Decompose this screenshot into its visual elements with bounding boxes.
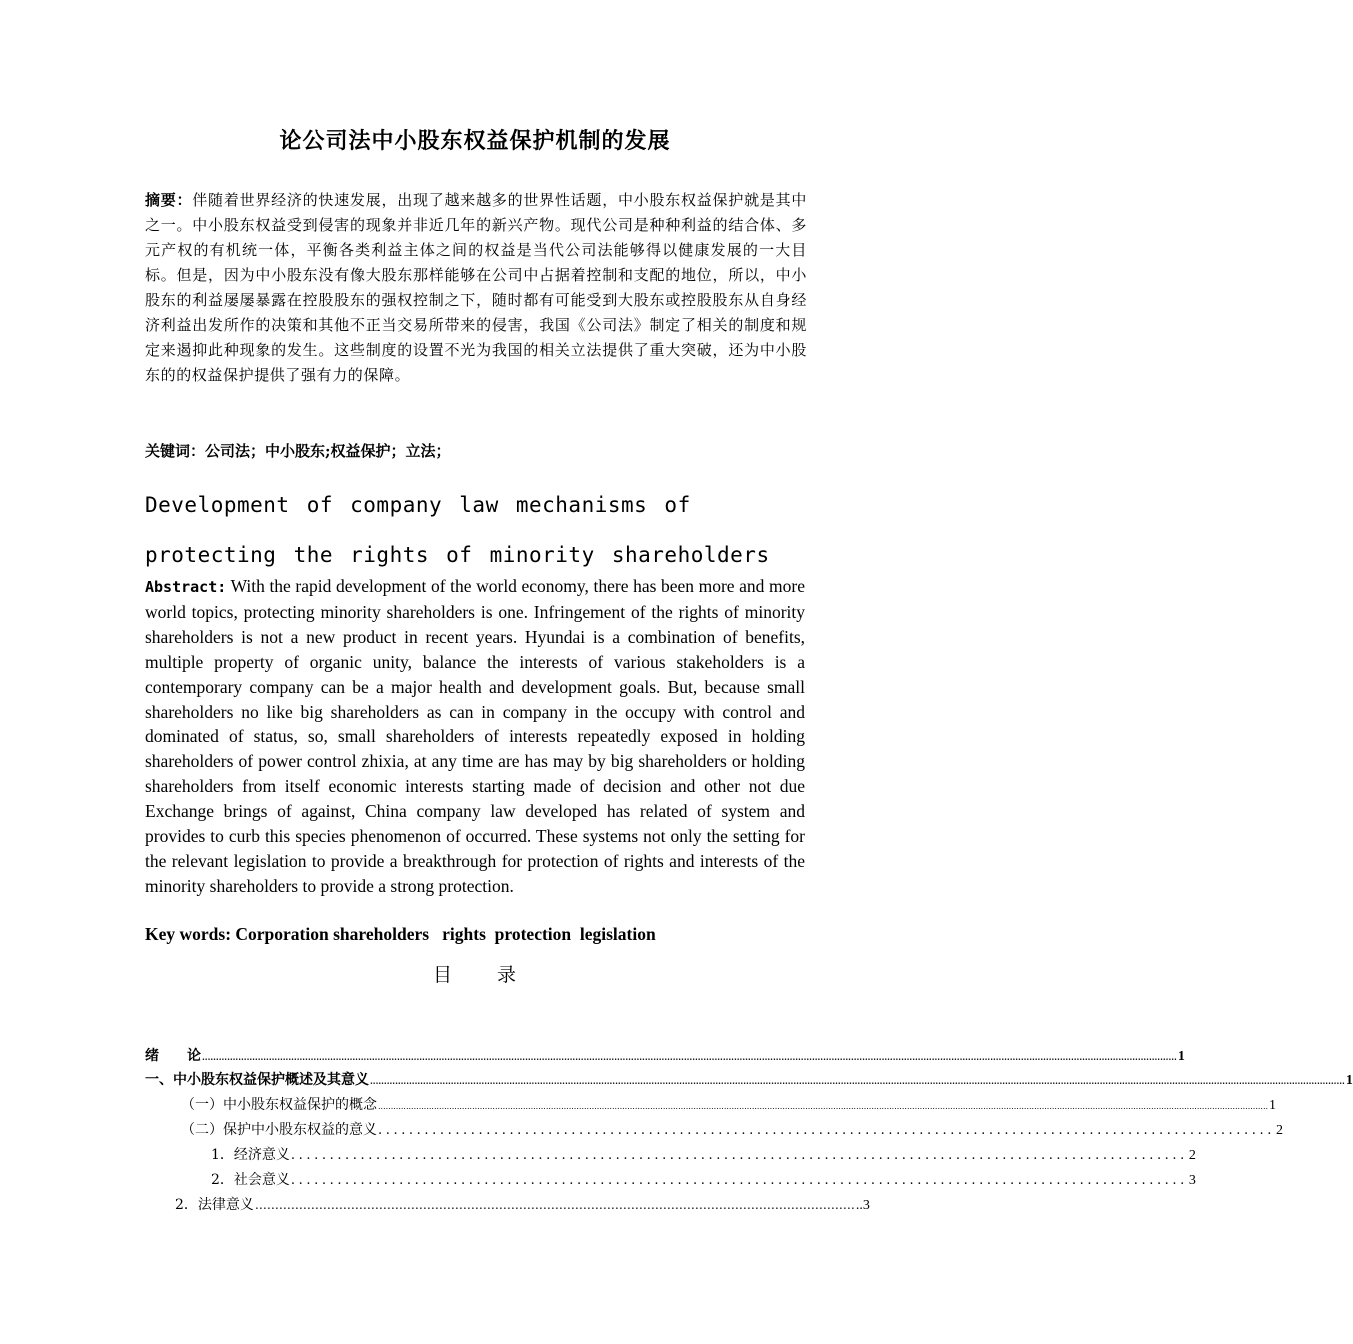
toc-title: [0, 960, 950, 987]
toc-entry-label: 一、中小股东权益保护概述及其意义: [145, 1072, 369, 1088]
toc-entry[interactable]: [211, 1143, 1196, 1167]
toc-leader: ..............................................................................................................................................................................................................................................................................................................................................................: [370, 1076, 1345, 1086]
toc-entry-label: 绪 论: [145, 1048, 201, 1064]
toc-title-char-2: 录: [496, 964, 517, 986]
toc-entry-label: 1．经济意义: [211, 1147, 290, 1163]
toc-entry-page: 2: [1275, 1123, 1283, 1138]
toc-leader: ....................................................................................................................: [290, 1148, 1188, 1163]
toc-entry-page: ..3: [855, 1198, 870, 1213]
toc-entry-page: 1: [1269, 1098, 1277, 1113]
toc-entry[interactable]: [181, 1093, 1277, 1117]
toc-leader: ……………………………………………………………………………………………………………………………………: [254, 1198, 855, 1212]
toc-entry-page: 2: [1188, 1148, 1196, 1163]
toc-entry[interactable]: [211, 1168, 1196, 1192]
toc-leader: ....................................................................................................................: [290, 1173, 1188, 1188]
toc-entry-label: （一）中小股东权益保护的概念: [181, 1097, 377, 1113]
toc-entry-page: 1: [1345, 1073, 1353, 1088]
toc-entry[interactable]: [145, 1044, 1185, 1068]
keywords-en: Key words: Corporation shareholders rights protection legislation: [145, 924, 656, 944]
abstract-cn: [145, 188, 807, 388]
abstract-cn-text: 伴随着世界经济的快速发展，出现了越来越多的世界性话题，中小股东权益保护就是其中之一。中小股东权益受到侵害的现象并非近几年的新兴产物。现代公司是种种利益的结合体、多元产权的有机统一体，平衡各类利益主体之间的权益是当代公司法能够得以健康发展的一大目标。但是，因为中小股东没有像大股东那样能够在公司中占据着控制和支配的地位，所以，中小股东的利益屡屡暴露在控股股东的强权控制之下，随时都有可能受到大股东或控股股东从自身经济利益出发所作的决策和其他不正当交易所带来的侵害，我国《公司法》制定了相关的制度和规定来遏抑此种现象的发生。这些制度的设置不光为我国的相关立法提供了重大突破，还为中小股东的的权益保护提供了强有力的保障。: [145, 191, 807, 384]
english-title: Development of company law mechanisms of protecting the rights of minority shareholders: [145, 493, 770, 567]
toc-leader: ....................................................................................................................: [378, 1123, 1275, 1138]
toc-entry[interactable]: [181, 1118, 1283, 1142]
toc-entry-label: 2．法律意义: [175, 1197, 254, 1213]
toc-entry-label: （二）保护中小股东权益的意义: [181, 1122, 377, 1138]
toc-leader: ..............................................................................................................................................................................................................................................................................................................................................................: [202, 1052, 1177, 1062]
abstract-en: [145, 574, 805, 899]
toc-entry-page: 3: [1188, 1173, 1196, 1188]
abstract-en-text: With the rapid development of the world economy, there has been more and more world topics, protecting minority shareholders is one. Infringement of the rights of minority shareholders is not a new product in recent years. Hyundai is a combination of benefits, multiple property of organic unity, balance the interests of various stakeholders is a contemporary company can be a major health and development goals. But, because small shareholders no like big shareholders as can in company in the occupy with control and dominated of status, so, small shareholders of interests repeatedly exposed in holding shareholders of power control zhixia, at any time are has may by big shareholders or holding shareholders from itself economic interests starting made of decision and other not due Exchange brings of against, China company law developed has related of system and provides to curb this species phenomenon of occurred. These systems not only the setting for the relevant legislation to provide a breakthrough for protection of rights and interests of the minority shareholders to provide a strong protection.: [145, 576, 805, 896]
toc-entry[interactable]: [175, 1193, 870, 1217]
page-title: 论公司法中小股东权益保护机制的发展: [279, 128, 671, 154]
toc-entry[interactable]: [145, 1068, 1353, 1092]
abstract-cn-label: 摘要：: [145, 191, 193, 209]
toc-title-char-1: 目: [432, 964, 453, 986]
abstract-en-label: Abstract:: [145, 578, 227, 596]
toc-leader: ..............................................................................................................................................................................................................................................................................................................................................................: [378, 1102, 1269, 1111]
toc-entry-page: 1: [1177, 1049, 1185, 1064]
keywords-cn: 关键词：公司法；中小股东;权益保护；立法；: [145, 442, 451, 460]
toc-entry-label: 2．社会意义: [211, 1172, 290, 1188]
